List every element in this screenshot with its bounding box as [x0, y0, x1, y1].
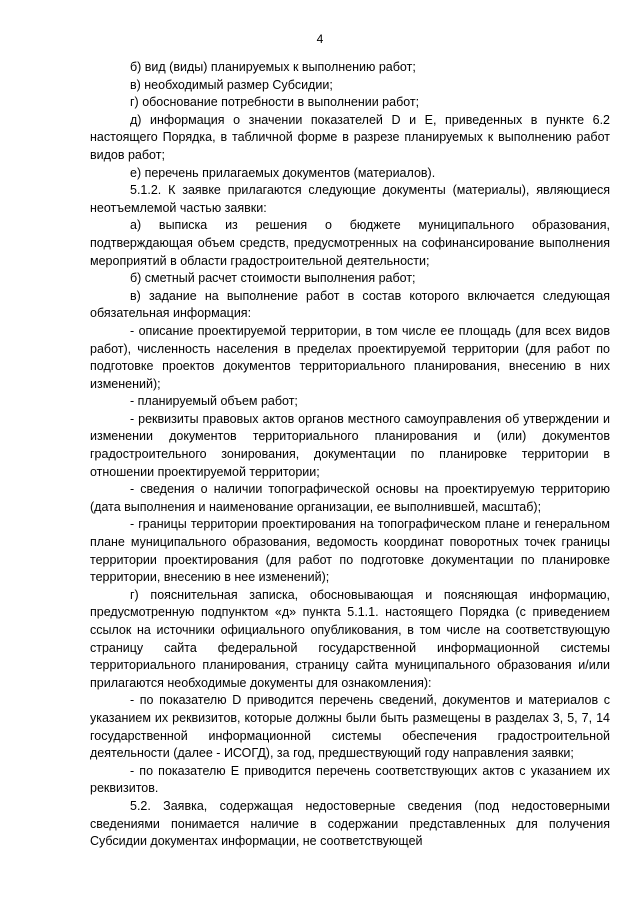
paragraph: д) информация о значении показателей D и E, приведенных в пункте 6.2 настоящего Порядка, в табличной форме в разрезе планируемых к выполнению работ видов работ;: [90, 112, 610, 162]
paragraph: - сведения о наличии топографической основы на проектируемую территорию (дата выполнения и наименование организации, ее выполнившей, масштаб);: [90, 482, 610, 514]
paragraph: г) пояснительная записка, обосновывающая и поясняющая информацию, предусмотренную подпунктом «д» пункта 5.1.1. настоящего Порядка (с приведением ссылок на источники официального опубликования, в том числе на соответствующую страницу сайта федеральной государственной информационной системы территориального планирования, страницу сайта муниципального образования и/или прилагаются необходимые документы для ознакомления):: [90, 587, 610, 690]
paragraph: - реквизиты правовых актов органов местного самоуправления об утверждении и изменении документов территориального планирования и (или) документов градостроительного зонирования, документации по планировке территории в отношении проектируемой территории;: [90, 411, 610, 479]
paragraph: б) вид (виды) планируемых к выполнению работ;: [130, 60, 416, 74]
paragraph: - границы территории проектирования на топографическом плане и генеральном плане муниципального образования, ведомость координат поворотных точек границы территории проектирования (для работ по подготовке документации по планировке территории, внесению в нее изменений);: [90, 517, 610, 585]
page-number: 4: [316, 32, 324, 46]
paragraph: в) необходимый размер Субсидии;: [130, 77, 333, 92]
paragraph: - планируемый объем работ;: [130, 394, 298, 409]
paragraph: в) задание на выполнение работ в состав которого включается следующая обязательная информация:: [90, 288, 610, 321]
paragraph: - по показателю E приводится перечень соответствующих актов с указанием их реквизитов.: [90, 763, 610, 796]
paragraph: б) сметный расчет стоимости выполнения работ;: [130, 271, 416, 286]
paragraph: г) обоснование потребности в выполнении работ;: [130, 95, 420, 110]
paragraph: - по показателю D приводится перечень сведений, документов и материалов с указанием их реквизитов, которые должны были быть размещены в разделах 3, 5, 7, 14 государственной информационной системы обеспечения градостроительной деятельности (далее - ИСОГД), за год, предшествующий году направления заявки;: [90, 693, 610, 761]
document-body: [90, 59, 610, 851]
paragraph: 5.2. Заявка, содержащая недостоверные сведения (под недостоверными сведениями понимается наличие в содержании представленных для получения Субсидии документах информации, не соответствующей: [90, 798, 610, 849]
paragraph: а) выписка из решения о бюджете муниципального образования, подтверждающая объем средств, предусмотренных на софинансирование выполнения мероприятий в области градостроительной деятельности;: [90, 218, 610, 268]
paragraph: - описание проектируемой территории, в том числе ее площадь (для всех видов работ), численность населения в пределах проектируемой территории (для работ по подготовке проектов документов территориального планирования, внесению в них изменений);: [90, 323, 610, 391]
paragraph: е) перечень прилагаемых документов (материалов).: [130, 165, 436, 180]
paragraph: 5.1.2. К заявке прилагаются следующие документы (материалы), являющиеся неотъемлемой частью заявки:: [90, 183, 610, 215]
